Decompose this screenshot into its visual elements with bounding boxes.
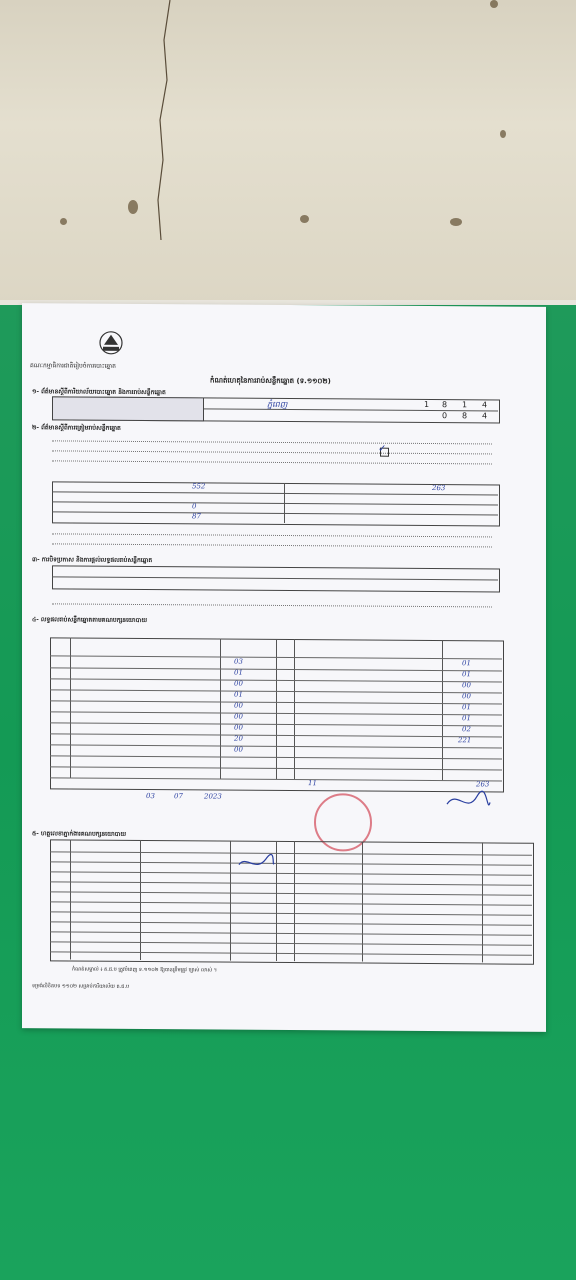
vote-count: 00 [234, 745, 243, 754]
vote-count: 20 [234, 734, 243, 743]
code-digit: 8 [442, 400, 448, 410]
date-day: 03 [146, 792, 155, 801]
vote-count: 02 [462, 725, 471, 734]
emblem-icon [94, 329, 128, 359]
vote-count: 01 [234, 690, 243, 699]
vote-count: 00 [234, 701, 243, 710]
vote-count: 00 [462, 681, 471, 690]
signature-icon [442, 784, 492, 824]
check-mark-icon: ✓ [378, 443, 387, 455]
vote-count: 01 [462, 659, 471, 668]
vote-count: 00 [234, 712, 243, 721]
code-digit: 8 [462, 411, 468, 421]
value-b: 263 [432, 484, 446, 493]
wall-stain [300, 215, 309, 223]
vote-count: 221 [458, 736, 472, 745]
header-org: គណៈកម្មាធិការជាតិរៀបចំការបោះឆ្នោត [30, 362, 116, 370]
value-a: 552 [192, 482, 206, 491]
date-year: 2023 [204, 792, 222, 801]
value-d: 87 [192, 512, 201, 521]
station-name: ភ្នំពេញ [267, 399, 288, 410]
footer-code: ទម្រង់លិខិតបទ ១១០២ សម្រាប់ការិយាល័យ គ.ជ.ប [32, 983, 130, 990]
code-digit: 4 [482, 400, 488, 410]
wall-stain [500, 130, 506, 138]
section-5-heading: ៥- ហត្ថលេខាភ្នាក់ងារគណបក្សនយោបាយ [32, 830, 127, 838]
code-digit: 0 [442, 411, 448, 421]
vote-count: 01 [462, 703, 471, 712]
wall-stain [490, 0, 498, 8]
wall-stain [60, 218, 67, 225]
section-4-heading: ៤- លទ្ធផលរាប់សន្លឹកឆ្នោតតាមគណបក្សនយោបាយ [32, 616, 148, 625]
code-digit: 1 [462, 400, 468, 410]
invalid-total: 11 [308, 779, 317, 788]
value-c: 0 [192, 502, 197, 511]
vote-count: 03 [234, 657, 243, 666]
election-form-paper [22, 303, 546, 1032]
code-digit: 4 [482, 411, 488, 421]
footer-note: កំណត់សម្គាល់ ៖ គ.ជ.ប ត្រូវបំពេញ ទ.១១០២ ឱ្យបានត្រឹមត្រូវ ច្បាស់ លាស់ ។ [72, 966, 217, 974]
wall-stain [128, 200, 138, 214]
section-3-heading: ៣- ការបិទប្រកាស និងការផ្ដល់លទ្ធផលរាប់សន្លឹកឆ្នោត [32, 556, 153, 565]
wall-crack [150, 0, 180, 240]
wall-upper [0, 0, 576, 310]
code-digit: 1 [424, 399, 430, 410]
vote-count: 01 [234, 668, 243, 677]
vote-count: 00 [234, 723, 243, 732]
section-1-heading: ១- ព័ត៌មានស្ដីពីការិយាល័យបោះឆ្នោត និងការរាប់សន្លឹកឆ្នោត [32, 388, 166, 397]
vote-count: 01 [462, 670, 471, 679]
wall-stain [450, 218, 462, 226]
vote-count: 01 [462, 714, 471, 723]
form-title: កំណត់ហេតុនៃការរាប់សន្លឹកឆ្នោត (ទ.១១០២) [210, 376, 331, 386]
agent-signature-icon [236, 853, 276, 875]
date-month: 07 [174, 792, 183, 801]
section-2-heading: ២- ព័ត៌មានស្ដីពីការត្រៀមរាប់សន្លឹកឆ្នោត [32, 424, 121, 432]
vote-count: 00 [234, 679, 243, 688]
vote-count: 00 [462, 692, 471, 701]
valid-total: 263 [476, 780, 490, 789]
